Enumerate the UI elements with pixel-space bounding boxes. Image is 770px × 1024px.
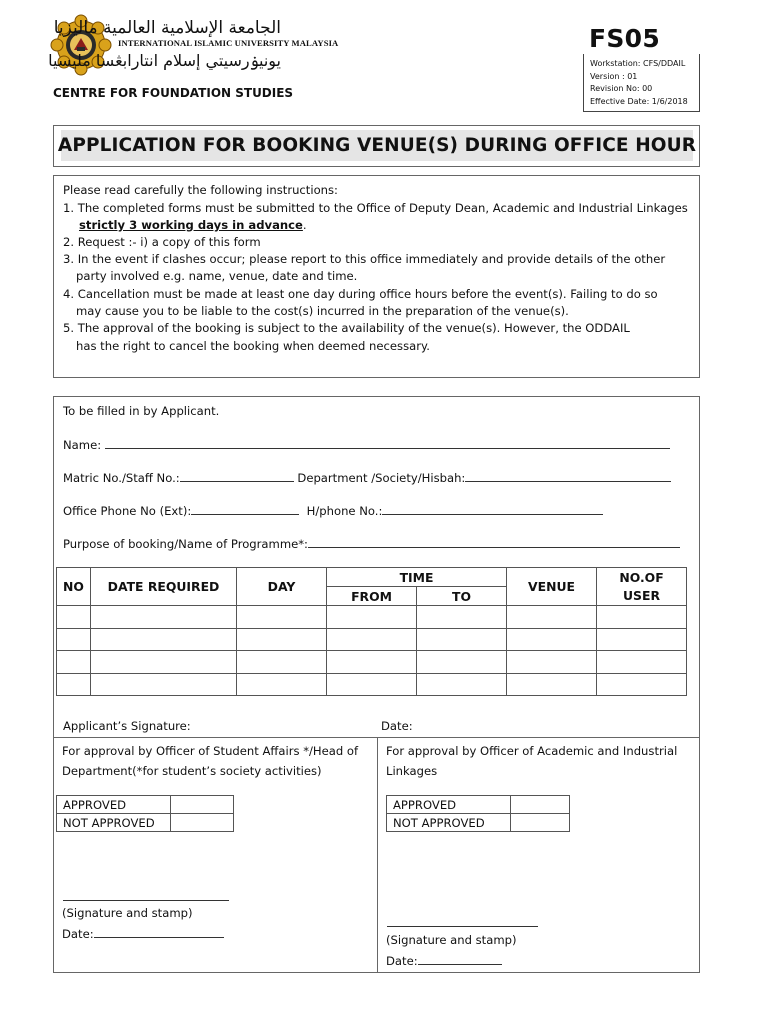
instruction-3: 3. In the event if clashes occur; please report to this office immediately and provide details of the other	[63, 252, 666, 266]
table-cell[interactable]	[597, 628, 687, 651]
approved-label: APPROVED	[387, 796, 511, 814]
not-approved-label: NOT APPROVED	[57, 814, 171, 832]
table-row	[57, 651, 687, 674]
student-affairs-line2: Department(*for student’s society activities)	[62, 764, 322, 778]
name-field[interactable]	[105, 437, 670, 449]
table-cell[interactable]	[91, 628, 237, 651]
applicant-heading: To be filled in by Applicant.	[63, 404, 220, 418]
col-venue: VENUE	[507, 568, 597, 606]
table-cell[interactable]	[91, 651, 237, 674]
university-jawi-text: يونيۏرسيتي إسلام انتارابڠسا مليسيا	[48, 51, 281, 70]
table-cell[interactable]	[237, 606, 327, 629]
table-cell[interactable]	[507, 651, 597, 674]
university-arabic-text: الجامعة الإسلامية العالمية ماليزيا	[53, 18, 281, 38]
student-affairs-heading	[62, 741, 358, 781]
academic-linkages-line2: Linkages	[386, 764, 438, 778]
applicant-signature-label: Applicant’s Signature:	[63, 719, 191, 733]
col-no: NO	[57, 568, 91, 606]
purpose-field[interactable]	[308, 536, 680, 548]
effective-date-text: Effective Date: 1/6/2018	[590, 96, 688, 106]
instructions-intro: Please read carefully the following instructions:	[63, 183, 338, 197]
name-label: Name:	[63, 438, 102, 452]
table-cell[interactable]	[507, 606, 597, 629]
col-no-of-user-line2: USER	[623, 587, 660, 603]
instruction-5-cont: has the right to cancel the booking when deemed necessary.	[76, 339, 430, 353]
instruction-1-emphasis	[79, 218, 307, 232]
table-cell[interactable]	[237, 673, 327, 696]
student-affairs-approval-table	[56, 795, 234, 832]
instruction-1-end: .	[302, 218, 307, 232]
col-no-of-user-line1: NO.OF	[619, 569, 664, 585]
academic-linkages-signature-label: (Signature and stamp)	[386, 933, 517, 947]
approval-divider	[377, 737, 378, 973]
student-affairs-signature-line[interactable]	[63, 900, 229, 901]
office-phone-field[interactable]	[191, 503, 299, 515]
workstation-text: Workstation: CFS/DDAIL	[590, 59, 686, 68]
student-affairs-date-row	[62, 924, 224, 944]
table-cell[interactable]	[417, 606, 507, 629]
department-field[interactable]	[465, 470, 671, 482]
col-day: DAY	[237, 568, 327, 606]
page-title: APPLICATION FOR BOOKING VENUE(S) DURING OFFICE HOUR	[61, 130, 693, 161]
hphone-field[interactable]	[382, 503, 603, 515]
name-row	[63, 437, 670, 452]
hphone-label: H/phone No.:	[306, 504, 383, 518]
academic-linkages-approval-table	[386, 795, 570, 832]
table-cell[interactable]	[327, 628, 417, 651]
table-row	[57, 606, 687, 629]
instruction-4-cont: may cause you to be liable to the cost(s) incurred in the preparation of the venue(s).	[76, 304, 569, 318]
purpose-row	[63, 536, 680, 551]
student-affairs-date-label: Date:	[62, 927, 94, 941]
table-cell[interactable]	[597, 673, 687, 696]
university-arabic-wordmark	[53, 16, 282, 38]
academic-linkages-signature-line[interactable]	[387, 926, 538, 927]
table-cell[interactable]	[597, 651, 687, 674]
col-time: TIME	[327, 568, 507, 587]
table-cell[interactable]	[237, 628, 327, 651]
student-affairs-line1: For approval by Officer of Student Affairs */Head of	[62, 744, 359, 758]
applicant-date-label: Date:	[381, 719, 413, 733]
table-cell[interactable]	[327, 606, 417, 629]
office-phone-label: Office Phone No (Ext):	[63, 504, 192, 518]
not-approved-checkbox[interactable]	[171, 814, 234, 832]
table-cell[interactable]	[417, 651, 507, 674]
student-affairs-signature-label: (Signature and stamp)	[62, 906, 193, 920]
form-code: FS05	[589, 24, 661, 53]
document-control-box	[583, 54, 700, 112]
table-cell[interactable]	[91, 606, 237, 629]
col-no-of-user	[597, 568, 687, 606]
table-cell[interactable]	[327, 673, 417, 696]
table-cell[interactable]	[57, 628, 91, 651]
not-approved-checkbox[interactable]	[511, 814, 570, 832]
table-row	[57, 673, 687, 696]
instruction-1-deadline: strictly 3 working days in advance	[79, 218, 303, 232]
table-cell[interactable]	[327, 651, 417, 674]
matric-label: Matric No./Staff No.:	[63, 471, 180, 485]
academic-linkages-date-row	[386, 951, 502, 971]
col-from: FROM	[327, 587, 417, 606]
university-name: INTERNATIONAL ISLAMIC UNIVERSITY MALAYSIA	[118, 38, 339, 48]
instruction-3-cont: party involved e.g. name, venue, date and time.	[76, 269, 358, 283]
approved-checkbox[interactable]	[511, 796, 570, 814]
table-cell[interactable]	[237, 651, 327, 674]
university-jawi-wordmark	[48, 49, 282, 71]
academic-linkages-line1: For approval by Officer of Academic and Industrial	[386, 744, 678, 758]
not-approved-label: NOT APPROVED	[387, 814, 511, 832]
academic-linkages-date-field[interactable]	[418, 953, 502, 965]
purpose-label: Purpose of booking/Name of Programme*:	[63, 537, 308, 551]
table-row	[57, 628, 687, 651]
matric-row	[63, 470, 671, 485]
approved-checkbox[interactable]	[171, 796, 234, 814]
instruction-4: 4. Cancellation must be made at least one day during office hours before the event(s). Failing to do so	[63, 287, 658, 301]
centre-name: CENTRE FOR FOUNDATION STUDIES	[53, 86, 294, 100]
approved-label: APPROVED	[57, 796, 171, 814]
col-to: TO	[417, 587, 507, 606]
table-cell[interactable]	[417, 628, 507, 651]
booking-table	[56, 567, 687, 696]
table-cell[interactable]	[417, 673, 507, 696]
table-cell[interactable]	[597, 606, 687, 629]
matric-field[interactable]	[180, 470, 294, 482]
revision-text: Revision No: 00	[590, 84, 653, 93]
instruction-2: 2. Request :- i) a copy of this form	[63, 235, 261, 249]
col-date-required: DATE REQUIRED	[91, 568, 237, 606]
version-text: Version : 01	[590, 71, 638, 81]
table-cell[interactable]	[91, 673, 237, 696]
table-cell[interactable]	[57, 606, 91, 629]
academic-linkages-date-label: Date:	[386, 954, 418, 968]
table-cell[interactable]	[507, 628, 597, 651]
student-affairs-date-field[interactable]	[94, 926, 224, 938]
instructions-box	[53, 175, 700, 378]
phone-row	[63, 503, 603, 518]
table-cell[interactable]	[57, 651, 91, 674]
table-cell[interactable]	[57, 673, 91, 696]
academic-linkages-heading	[386, 741, 677, 781]
table-cell[interactable]	[507, 673, 597, 696]
department-label: Department /Society/Hisbah:	[297, 471, 466, 485]
instruction-5: 5. The approval of the booking is subject to the availability of the venue(s). However, the ODDAIL	[63, 321, 630, 335]
instruction-1: 1. The completed forms must be submitted to the Office of Deputy Dean, Academic and Industrial Linkages	[63, 201, 688, 215]
